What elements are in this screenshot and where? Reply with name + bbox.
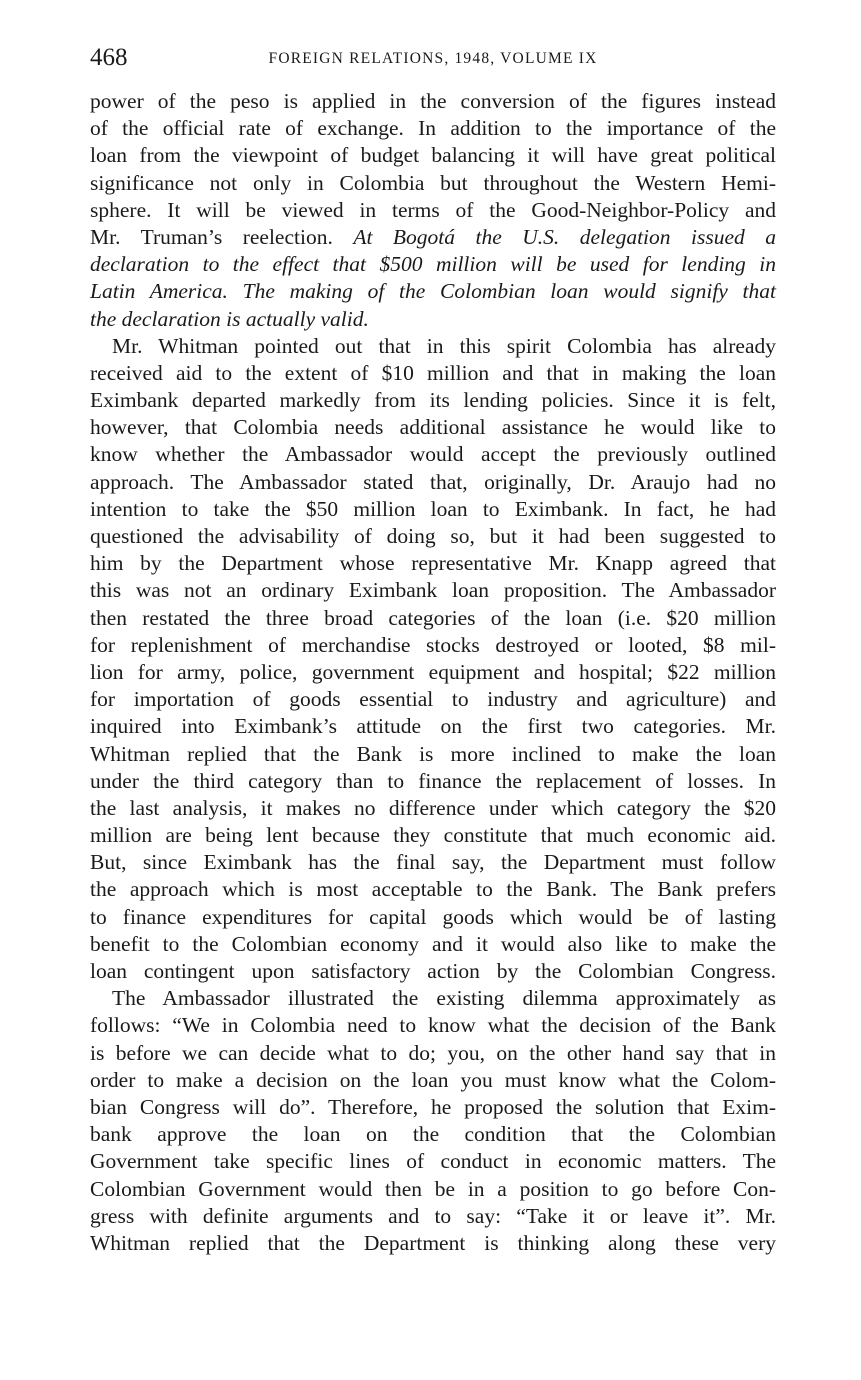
text-line [90, 88, 776, 115]
text-segment: Mr. Truman’s reelection. [90, 224, 354, 249]
text-segment: the last analysis, it makes no difference under which category the $20 [90, 795, 776, 820]
text-segment: benefit to the Colombian economy and it would also like to make the [90, 931, 776, 956]
text-segment: received aid to the extent of $10 million and that in making the loan [90, 360, 776, 385]
text-segment: significance not only in Colombia but throughout the Western Hemi- [90, 170, 776, 195]
text-segment: The Ambassador illustrated the existing dilemma approximately as [112, 986, 776, 1011]
text-line [90, 333, 776, 360]
text-line [90, 686, 776, 713]
text-segment: intention to take the $50 million loan to Eximbank. In fact, he had [90, 496, 776, 521]
text-line [90, 170, 776, 197]
text-line [90, 577, 776, 604]
text-line [90, 632, 776, 659]
text-segment: Whitman replied that the Bank is more inclined to make the loan [90, 741, 776, 766]
text-line [90, 306, 776, 333]
text-segment: to finance expenditures for capital goods which would be of lasting [90, 904, 776, 929]
text-segment: Government take specific lines of conduct in economic matters. The [90, 1149, 776, 1174]
text-line [90, 795, 776, 822]
text-line [90, 904, 776, 931]
text-line [90, 469, 776, 496]
text-segment: power of the peso is applied in the conversion of the figures instead [90, 89, 776, 113]
text-line [90, 224, 776, 251]
text-segment: know whether the Ambassador would accept the previously outlined [90, 442, 776, 467]
text-line [90, 1121, 776, 1148]
text-segment: for importation of goods essential to industry and agriculture) and [90, 687, 776, 712]
text-line [90, 142, 776, 169]
text-segment: million are being lent because they constitute that much economic aid. [90, 823, 776, 848]
text-line [90, 1230, 776, 1257]
text-segment: the approach which is most acceptable to the Bank. The Bank prefers [90, 877, 776, 902]
text-segment: approach. The Ambassador stated that, originally, Dr. Araujo had no [90, 469, 776, 494]
text-line [90, 659, 776, 686]
text-segment: Eximbank departed markedly from its lending policies. Since it is felt, [90, 388, 776, 413]
text-line [90, 741, 776, 768]
text-line [90, 387, 776, 414]
text-segment: Whitman replied that the Department is thinking along these very [90, 1230, 776, 1255]
text-line [90, 849, 776, 876]
text-segment: this was not an ordinary Eximbank loan proposition. The Ambassador [90, 578, 776, 603]
text-line [90, 550, 776, 577]
text-line [90, 876, 776, 903]
text-segment: But, since Eximbank has the final say, the Department must follow [90, 850, 776, 875]
text-line [90, 115, 776, 142]
text-segment: inquired into Eximbank’s attitude on the first two categories. Mr. [90, 714, 776, 739]
text-segment: for replenishment of merchandise stocks destroyed or looted, $8 mil- [90, 632, 776, 657]
text-segment: is before we can decide what to do; you, on the other hand say that in [90, 1040, 776, 1065]
text-line [90, 1203, 776, 1230]
text-line [90, 1148, 776, 1175]
text-segment: lion for army, police, government equipment and hospital; $22 million [90, 659, 776, 684]
text-line [90, 931, 776, 958]
text-line [90, 1067, 776, 1094]
text-segment: however, that Colombia needs additional assistance he would like to [90, 415, 776, 440]
text-segment: gress with definite arguments and to say: “Take it or leave it”. Mr. [90, 1203, 776, 1228]
text-line [90, 197, 776, 224]
text-segment: Colombian Government would then be in a position to go before Con- [90, 1176, 776, 1201]
italic-text: Latin America. The making of the Colombian loan would signify that [90, 279, 776, 304]
text-line [90, 496, 776, 523]
text-segment: sphere. It will be viewed in terms of the Good-Neighbor-Policy and [90, 197, 776, 222]
text-segment: Mr. Whitman pointed out that in this spirit Colombia has already [112, 333, 776, 358]
italic-text: declaration to the effect that $500 million will be used for lending in [90, 252, 776, 277]
text-line [90, 360, 776, 387]
text-line [90, 278, 776, 305]
text-line [90, 958, 776, 985]
text-line [90, 251, 776, 278]
text-line [90, 985, 776, 1012]
text-segment: then restated the three broad categories of the loan (i.e. $20 million [90, 605, 776, 630]
text-line [90, 1040, 776, 1067]
running-title: FOREIGN RELATIONS, 1948, VOLUME IX [268, 50, 598, 67]
text-line [90, 1012, 776, 1039]
text-line [90, 768, 776, 795]
text-line [90, 605, 776, 632]
text-segment: bian Congress will do”. Therefore, he proposed the solution that Exim- [90, 1094, 776, 1119]
text-segment: bank approve the loan on the condition that the Colombian [90, 1122, 776, 1147]
text-line [90, 1176, 776, 1203]
page-number: 468 [90, 44, 128, 71]
text-segment: under the third category than to finance the replacement of losses. In [90, 768, 776, 793]
text-line [90, 1094, 776, 1121]
body-text [90, 88, 776, 1257]
text-segment: him by the Department whose representative Mr. Knapp agreed that [90, 551, 776, 576]
text-segment: questioned the advisability of doing so, but it had been suggested to [90, 524, 776, 548]
text-line [90, 441, 776, 468]
text-line [90, 822, 776, 849]
text-segment: follows: “We in Colombia need to know what the decision of the Bank [90, 1013, 776, 1038]
italic-text: the declaration is actually valid. [90, 306, 369, 331]
text-line [90, 523, 776, 550]
italic-text: At Bogotá the U.S. delegation issued a [353, 224, 776, 249]
text-line [90, 414, 776, 441]
text-segment: order to make a decision on the loan you must know what the Colom- [90, 1067, 776, 1092]
text-segment: of the official rate of exchange. In addition to the importance of the [90, 116, 776, 141]
text-segment: loan from the viewpoint of budget balancing it will have great political [90, 143, 776, 168]
text-segment: loan contingent upon satisfactory action by the Colombian Congress. [90, 959, 776, 983]
text-line [90, 713, 776, 740]
